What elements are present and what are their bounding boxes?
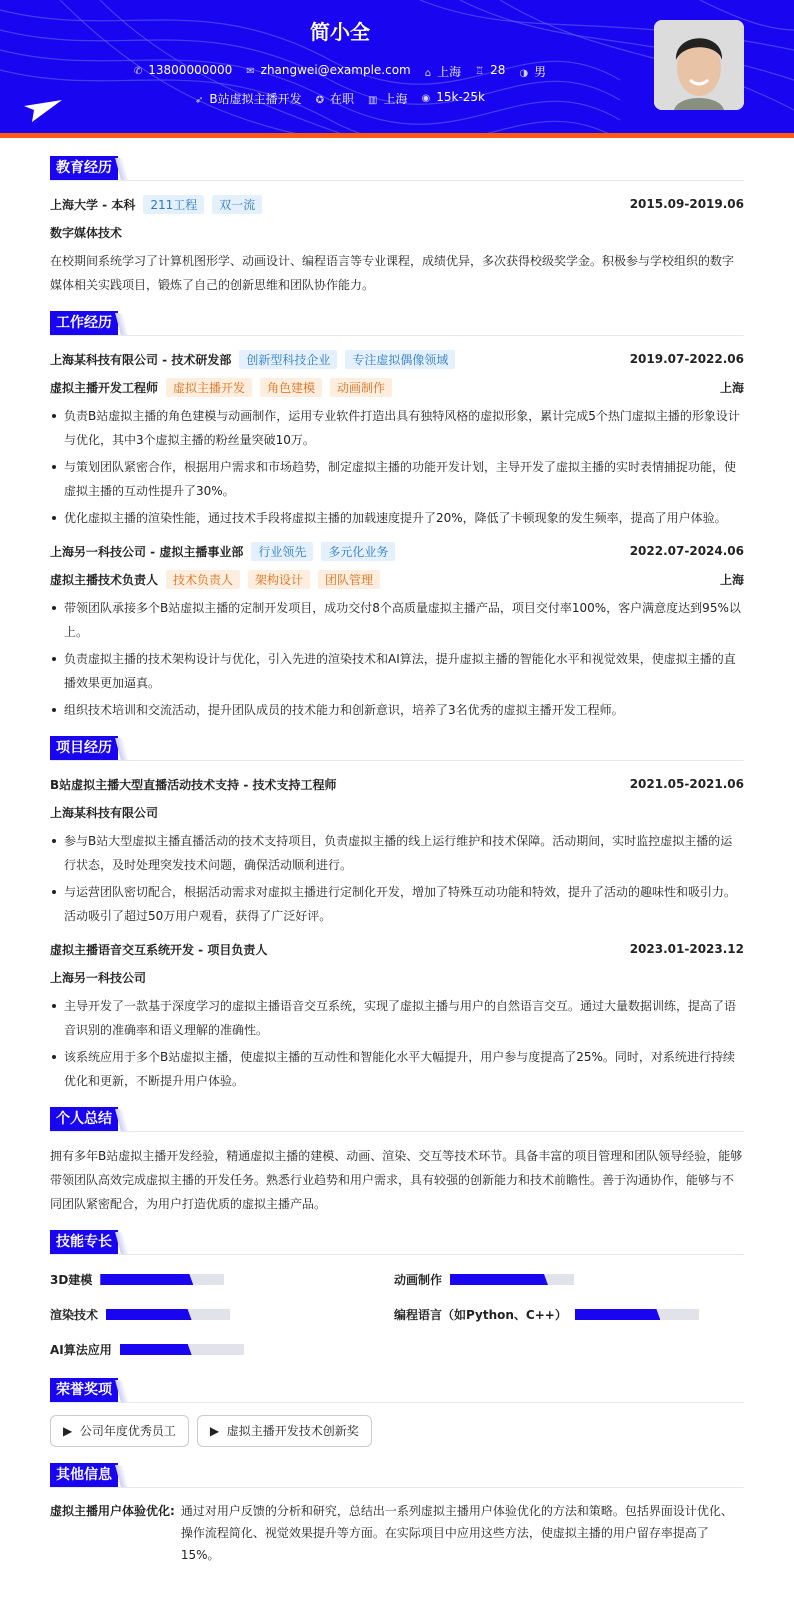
mail-icon: ✉ <box>246 66 255 77</box>
home-icon: ⌂ <box>424 68 432 79</box>
age: ♖ 28 <box>475 63 506 77</box>
bullet: 优化虚拟主播的渲染性能，通过技术手段将虚拟主播的加载速度提升了20%，降低了卡顿现象的发生频率，提高了用户体验。 <box>50 506 744 530</box>
status-icon: ✪ <box>315 95 324 106</box>
section-title: 项目经历 <box>50 736 118 760</box>
company: 上海某科技有限公司 - 技术研发部 <box>50 352 232 367</box>
salary: ◉ 15k-25k <box>421 90 485 104</box>
skill-bar <box>450 1274 574 1285</box>
bullet: 与策划团队紧密合作，根据用户需求和市场趋势，制定虚拟主播的功能开发计划，主导开发了虚拟主播的实时表情捕捉功能，使虚拟主播的互动性提升了30%。 <box>50 455 744 503</box>
major: 数字媒体技术 <box>50 225 123 240</box>
section-title: 教育经历 <box>50 156 118 180</box>
tag: 团队管理 <box>318 570 380 589</box>
skill-bar <box>120 1344 244 1355</box>
building-icon: ▥ <box>368 95 378 106</box>
phone: ✆ 13800000000 <box>133 63 233 77</box>
company: 上海某科技有限公司 <box>50 805 159 820</box>
bullet: 组织技术培训和交流活动，提升团队成员的技术能力和创新意识，培养了3名优秀的虚拟主播开发工程师。 <box>50 698 744 722</box>
tag: 专注虚拟偶像领域 <box>345 350 455 369</box>
date: 2022.07-2024.06 <box>629 544 744 558</box>
skill-bar-fill <box>106 1309 192 1320</box>
tag: 多元化业务 <box>321 542 395 561</box>
skill-item <box>50 1341 394 1358</box>
section-title: 技能专长 <box>50 1230 118 1254</box>
phone-icon: ✆ <box>133 66 143 77</box>
email: ✉ zhangwei@example.com <box>246 63 411 77</box>
project-entry <box>50 773 744 928</box>
skill-name: 渲染技术 <box>50 1308 99 1322</box>
bullet: 负责B站虚拟主播的角色建模与动画制作，运用专业软件打造出具有独特风格的虚拟形象，累计完成5个热门虚拟主播的形象设计与优化，其中3个虚拟主播的粉丝量突破10万。 <box>50 404 744 452</box>
status: ✪ 在职 <box>315 92 355 106</box>
tag: 动画制作 <box>330 378 392 397</box>
job-entry <box>50 348 744 530</box>
cake-icon: ♖ <box>475 66 485 77</box>
gender: ◑ 男 <box>519 65 547 79</box>
other-label: 虚拟主播用户体验优化: <box>50 1504 175 1518</box>
location: ⌂ 上海 <box>424 65 462 79</box>
company: 上海另一科技公司 <box>50 970 147 985</box>
send-icon: ➶ <box>194 95 204 106</box>
resume-header <box>0 0 794 138</box>
job-entry <box>50 540 744 722</box>
tag: 双一流 <box>212 195 262 214</box>
tag: 211工程 <box>143 195 204 214</box>
company: 上海另一科技公司 - 虚拟主播事业部 <box>50 544 244 559</box>
skill-name: 3D建模 <box>50 1273 93 1287</box>
date: 2021.05-2021.06 <box>629 777 744 791</box>
skill-item <box>394 1306 724 1323</box>
skill-item <box>394 1271 724 1288</box>
tag: 技术负责人 <box>166 570 240 589</box>
skills-section <box>50 1230 744 1358</box>
bullet: 负责虚拟主播的技术架构设计与优化，引入先进的渲染技术和AI算法，提升虚拟主播的智能化水平和视觉效果，使虚拟主播的直播效果更加逼真。 <box>50 647 744 695</box>
skill-item <box>50 1306 394 1323</box>
section-title: 其他信息 <box>50 1463 118 1487</box>
role: 虚拟主播开发工程师 <box>50 380 159 395</box>
position: ➶ B站虚拟主播开发 <box>194 92 302 106</box>
candidate-name: 简小全 <box>310 20 370 44</box>
tag: 角色建模 <box>260 378 322 397</box>
gender-icon: ◑ <box>519 68 529 79</box>
tag: 创新型科技企业 <box>239 350 337 369</box>
city: ▥ 上海 <box>368 92 408 106</box>
bullet: 带领团队承接多个B站虚拟主播的定制开发项目，成功交付8个高质量虚拟主播产品，项目交付率100%，客户满意度达到95%以上。 <box>50 596 744 644</box>
skill-bar-fill <box>120 1344 192 1355</box>
bullet: 参与B站大型虚拟主播直播活动的技术支持项目，负责虚拟主播的线上运行维护和技术保障。活动期间，实时监控虚拟主播的运行状态，及时处理突发技术问题，确保活动顺利进行。 <box>50 829 744 877</box>
skill-bar-fill <box>575 1309 661 1320</box>
other-text: 通过对用户反馈的分析和研究，总结出一系列虚拟主播用户体验优化的方法和策略。包括界面设计优化、操作流程简化、视觉效果提升等方面。在实际项目中应用这些方法，使虚拟主播的用户留存率提高了15%。 <box>180 1504 733 1562</box>
tag: 虚拟主播开发 <box>166 378 252 397</box>
other-section <box>50 1463 744 1566</box>
paper-plane-icon <box>24 100 64 124</box>
skill-bar <box>100 1274 224 1285</box>
date: 2023.01-2023.12 <box>629 942 744 956</box>
skill-name: 动画制作 <box>394 1273 443 1287</box>
description: 在校期间系统学习了计算机图形学、动画设计、编程语言等专业课程，成绩优异，多次获得校级奖学金。积极参与学校组织的数字媒体相关实践项目，锻炼了自己的创新思维和团队协作能力。 <box>50 254 735 292</box>
skill-item <box>50 1271 394 1288</box>
section-title: 个人总结 <box>50 1107 118 1131</box>
skill-bar <box>575 1309 699 1320</box>
project-name: B站虚拟主播大型直播活动技术支持 - 技术支持工程师 <box>50 777 337 792</box>
city: 上海 <box>719 572 744 587</box>
date: 2015.09-2019.06 <box>629 197 744 211</box>
money-icon: ◉ <box>421 93 431 104</box>
bullet: 与运营团队密切配合，根据活动需求对虚拟主播进行定制化开发，增加了特殊互动功能和特效，提升了活动的趣味性和吸引力。活动吸引了超过50万用户观看，获得了广泛好评。 <box>50 880 744 928</box>
avatar <box>654 20 744 110</box>
date: 2019.07-2022.06 <box>629 352 744 366</box>
skill-name: 编程语言（如Python、C++） <box>394 1308 567 1322</box>
skill-bar-fill <box>450 1274 548 1285</box>
summary-section <box>50 1107 744 1216</box>
bullet: 该系统应用于多个B站虚拟主播，使虚拟主播的互动性和智能化水平大幅提升，用户参与度提高了25%。同时，对系统进行持续优化和更新，不断提升用户体验。 <box>50 1045 744 1093</box>
education-section <box>50 156 744 297</box>
award-item: ▶ 虚拟主播开发技术创新奖 <box>197 1415 372 1447</box>
awards-section <box>50 1378 744 1447</box>
tag: 行业领先 <box>251 542 313 561</box>
project-name: 虚拟主播语音交互系统开发 - 项目负责人 <box>50 942 268 957</box>
section-title: 荣誉奖项 <box>50 1378 118 1402</box>
work-section <box>50 311 744 722</box>
section-title: 工作经历 <box>50 311 118 335</box>
project-entry <box>50 938 744 1093</box>
skill-bar-fill <box>100 1274 193 1285</box>
tag: 架构设计 <box>248 570 310 589</box>
school: 上海大学 - 本科 <box>50 197 136 212</box>
summary-text: 拥有多年B站虚拟主播开发经验，精通虚拟主播的建模、动画、渲染、交互等技术环节。具备丰富的项目管理和团队领导经验，能够带领团队高效完成虚拟主播的开发任务。熟悉行业趋势和用户需求，具有较强的创新能力和技术前瞻性。善于沟通协作，能够与不同团队紧密配合，为用户打造优质的虚拟主播产品。 <box>50 1149 743 1211</box>
bullet: 主导开发了一款基于深度学习的虚拟主播语音交互系统，实现了虚拟主播与用户的自然语言交互。通过大量数据训练，提高了语音识别的准确率和语义理解的准确性。 <box>50 994 744 1042</box>
projects-section <box>50 736 744 1093</box>
award-item: ▶ 公司年度优秀员工 <box>50 1415 189 1447</box>
skill-name: AI算法应用 <box>50 1343 112 1357</box>
city: 上海 <box>719 380 744 395</box>
skill-bar <box>106 1309 230 1320</box>
role: 虚拟主播技术负责人 <box>50 572 159 587</box>
